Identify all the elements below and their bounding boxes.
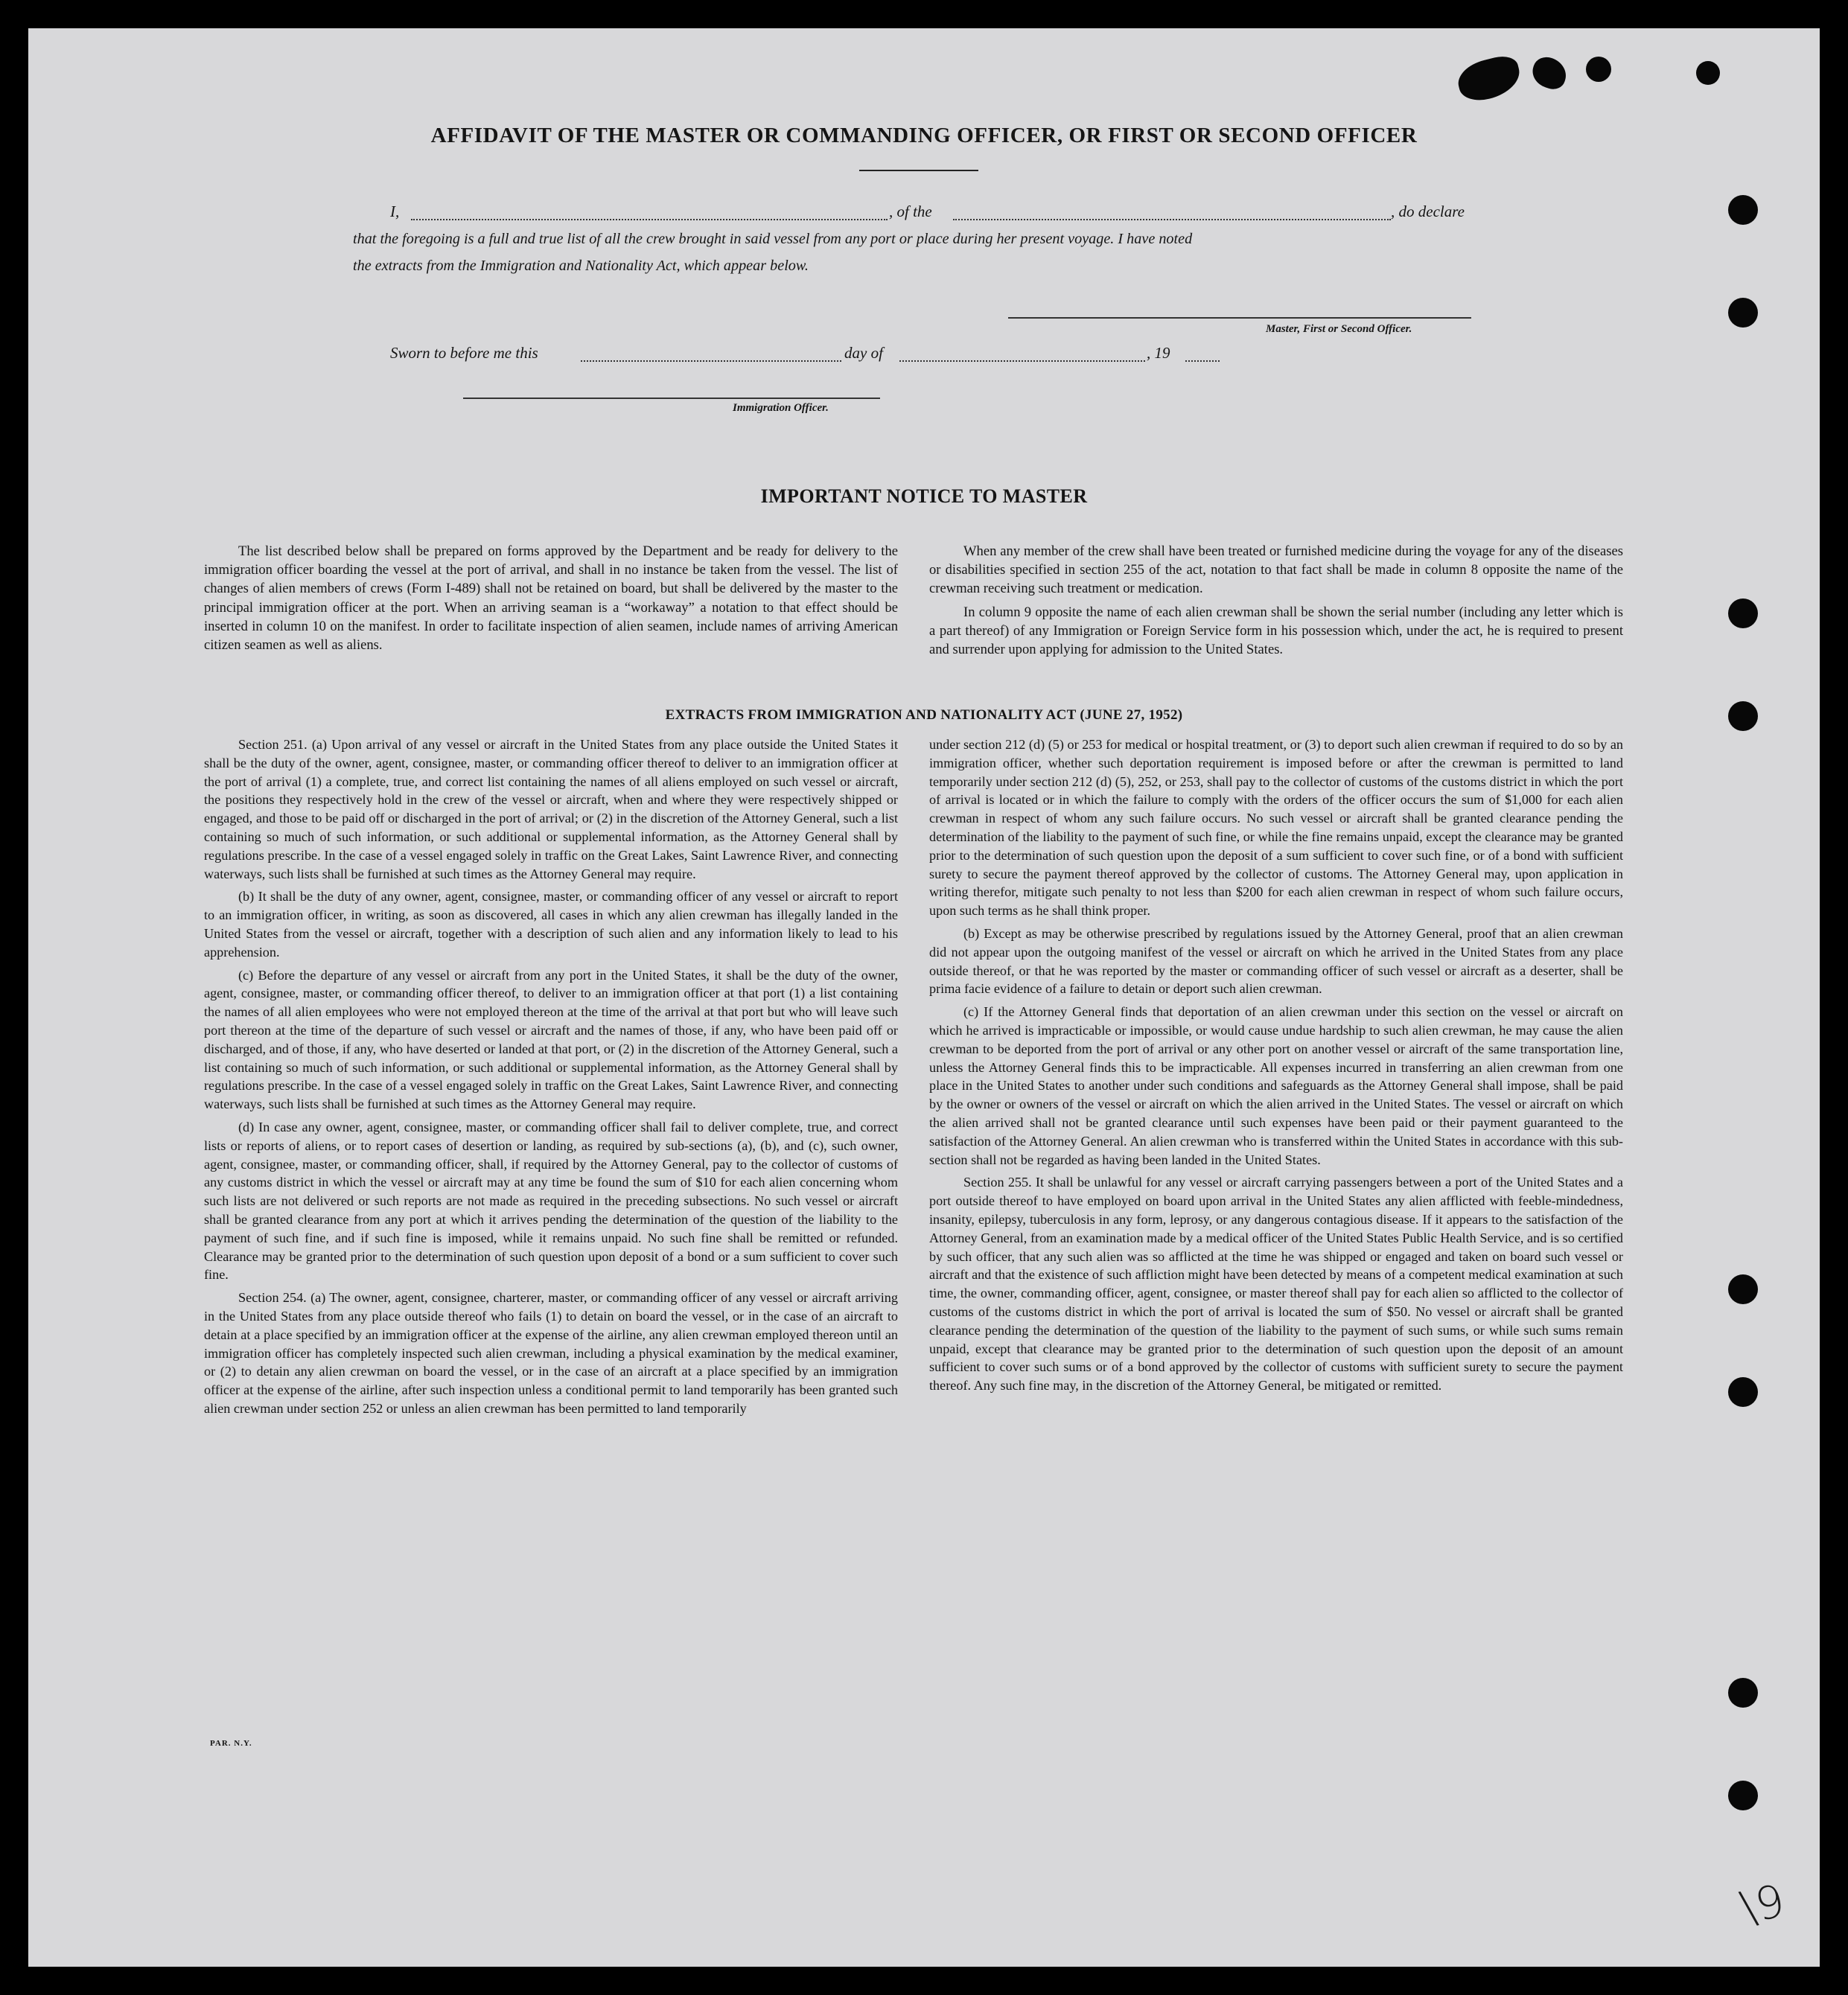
vessel-field-line[interactable] [953, 219, 1391, 220]
section-251-c: (c) Before the departure of any vessel or aircraft from any port in the United States, it shall be the duty of the owner, agent, consignee, master, or commanding officer thereof, to deliver to an immigration officer at that port (1) a list containing the names of all alien employees who were not employed thereon at the time of the arrival at that port but who will leave such port thereon at the time of the departure of such vessel or aircraft and the names of those, if any, who have been paid off or discharged, and of those, if any, who have deserted or landed at that port, or (2) in the discretion of the Attorney General, such a list containing so much of such information, or such additional or supplemental information, as the Attorney General shall by regulations prescribe. In the case of a vessel engaged solely in traffic on the Great Lakes, Saint Lawrence River, and connecting waterways, such lists shall be furnished at such times as the Attorney General may require. [204, 967, 898, 1112]
document-page [28, 28, 1820, 1967]
paper-damage-blot [1586, 57, 1611, 82]
punch-hole [1728, 1377, 1758, 1407]
extracts-heading: EXTRACTS FROM IMMIGRATION AND NATIONALITY ACT (JUNE 27, 1952) [665, 707, 1183, 723]
section-251-d: (d) In case any owner, agent, consignee, master, or commanding officer shall fail to deliver complete, true, and correct lists or reports of aliens, or to report cases of desertion or landing, as required by sub-sections (a), (b), and (c), such owner, agent, consignee, master, or commanding officer, shall, if required by the Attorney General, pay to the collector of customs of any customs district in which the vessel or aircraft may at any time be found the sum of $10 for each alien concerning whom such lists are not delivered or such reports are not made as required in the preceding subsections. No such vessel or aircraft shall be granted clearance from any port at which it arrives pending the determination of the question of the liability to the payment of such fine, and if such fine is imposed, while it remains unpaid. No such fine shall be remitted or refunded. Clearance may be granted prior to the determination of such question upon deposit of a bond or a sum sufficient to cover such fine. [204, 1119, 898, 1283]
master-signature-label: Master, First or Second Officer. [1266, 323, 1412, 335]
sworn-day-field-line[interactable] [581, 360, 841, 362]
paper-damage-blot [1696, 61, 1720, 85]
declaration-of-the-label: , of the [889, 202, 932, 220]
punch-hole [1728, 1274, 1758, 1304]
extracts-left-column [204, 735, 898, 1423]
punch-hole [1728, 1781, 1758, 1810]
declaration-do-declare-label: , do declare [1391, 202, 1465, 220]
notice-right-paragraph-2: In column 9 opposite the name of each alien crewman shall be shown the serial number (including any letter which is a part thereof) of any Immigration or Foreign Service form in his possession which, under the act, he is required to present and surrender upon applying for admission to the United States. [929, 604, 1623, 658]
name-field-line[interactable] [411, 219, 888, 220]
section-254-b: (b) Except as may be otherwise prescribed by regulations issued by the Attorney General, proof that an alien crewman did not appear upon the outgoing manifest of the vessel or aircraft on which he arrived in the United States from any place outside thereof, or that he was reported by the master or commanding officer of such vessel or aircraft as a deserter, shall be prima facie evidence of a failure to detain or deport such alien crewman. [929, 925, 1623, 997]
punch-hole [1728, 1678, 1758, 1708]
day-of-label: day of [844, 344, 883, 362]
declaration-i-label: I, [390, 202, 400, 220]
declaration-line-1: that the foregoing is a full and true list of all the crew brought in said vessel from any port or place during her present voyage. I have noted [353, 231, 1193, 247]
title-underline [859, 170, 978, 171]
handwritten-page-mark: \9 [1736, 1874, 1790, 1935]
officer-signature-line[interactable] [463, 398, 880, 399]
section-254-c: (c) If the Attorney General finds that deportation of an alien crewman under this section on the vessel or aircraft on which he arrived is impracticable or impossible, or would cause undue hardship to such alien crewman, he may cause the alien crewman to be deported from the port of arrival or any other port on another vessel or aircraft of the same transportation line, unless the Attorney General finds this to be impracticable. All expenses incurred in transferring an alien crewman from one place in the United States to another under such conditions and safeguards as the Attorney General shall impose, shall be paid by the owner or owners of the vessel or aircraft on which the alien arrived in the United States. The vessel or aircraft on which the alien arrived shall not be granted clearance until such expenses have been paid or their payment guaranteed to the satisfaction of the Attorney General. An alien crewman who is transferred within the United States in accordance with this sub-section shall not be regarded as having been landed in the United States. [929, 1004, 1623, 1167]
section-251-a: Section 251. (a) Upon arrival of any vessel or aircraft in the United States from any place outside the United States it shall be the duty of the owner, agent, consignee, master, or commanding officer thereof to deliver to an immigration officer at the port of arrival (1) a complete, true, and correct list containing the names of all aliens employed on such vessel or aircraft, the positions they respectively hold in the crew of the vessel or aircraft, when and where they were respectively shipped or engaged, and those to be paid off or discharged in the port of arrival; or (2) in the discretion of the Attorney General, such a list containing so much of such information, or such additional or supplemental information, as the Attorney General shall by regulations prescribe. In the case of a vessel engaged solely in traffic on the Great Lakes, Saint Lawrence River, and connecting waterways, such lists shall be furnished at such times as the Attorney General may require. [204, 737, 898, 881]
sworn-year-field-line[interactable] [1185, 360, 1220, 362]
paper-damage-blot [1529, 54, 1570, 92]
sworn-month-field-line[interactable] [899, 360, 1145, 362]
section-251-b: (b) It shall be the duty of any owner, agent, consignee, master, or commanding officer of any vessel or aircraft to report to an immigration officer, in writing, as soon as discovered, all cases in which any alien crewman has illegally landed in the United States from the vessel or aircraft, together with a description of such alien and any information likely to lead to his apprehension. [204, 889, 898, 960]
notice-left-paragraph: The list described below shall be prepared on forms approved by the Department and be ready for delivery to the immigration officer boarding the vessel at the port of arrival, and shall in no instance be taken from the vessel. The list of changes of alien members of crews (Form I-489) shall not be retained on board, but shall be delivered by the master to the principal immigration officer at the port. When an arriving seaman is a “workaway” a notation to that effect should be inserted in column 10 on the manifest. In order to facilitate inspection of alien seamen, include names of arriving American citizen seamen as well as aliens. [204, 543, 898, 654]
notice-heading: IMPORTANT NOTICE TO MASTER [760, 485, 1088, 507]
section-254-a: Section 254. (a) The owner, agent, consignee, charterer, master, or commanding officer of any vessel or aircraft arriving in the United States from any place outside thereof who fails (1) to detain on board the vessel, or in the case of an aircraft to detain at a place specified by an immigration officer at the expense of the airline, any alien crewman employed thereon until an immigration officer has completely inspected such alien crewman, including a physical examination by the medical examiner, or (2) to detain any alien crewman on board the vessel, or in the case of an aircraft at a place specified by an immigration officer at the expense of the airline, after such inspection unless a conditional permit to land temporarily has been granted such alien crewman under section 252 or unless an alien crewman has been permitted to land temporarily [204, 1290, 898, 1416]
master-signature-line[interactable] [1008, 317, 1471, 319]
printer-mark: PAR. N.Y. [210, 1739, 252, 1748]
affidavit-title: AFFIDAVIT OF THE MASTER OR COMMANDING OFFICER, OR FIRST OR SECOND OFFICER [430, 124, 1418, 147]
declaration-line-2: the extracts from the Immigration and Nationality Act, which appear below. [353, 258, 809, 274]
section-255: Section 255. It shall be unlawful for any vessel or aircraft carrying passengers between a port of the United States and a port outside thereof to have employed on board upon arrival in the United States any alien afflicted with feeble-mindedness, insanity, epilepsy, tuberculosis in any form, leprosy, or any dangerous contagious disease. If it appears to the satisfaction of the Attorney General, from an examination made by a medical officer of the United States Public Health Service, and is so certified by such officer, that any such alien was so afflicted at the time he was shipped or engaged and taken on board such vessel or aircraft and that the existence of such affliction might have been detected by means of a competent medical examination at such time, the owner, commanding officer, agent, consignee, or master thereof shall pay for each alien so afflicted to the collector of customs of the customs district in which the port of arrival is located the sum of $50. No vessel or aircraft shall be granted clearance pending the determination of the question of the liability to the payment of such sums, or while such sums remain unpaid, except that clearance may be granted prior to the determination of such question upon the deposit of an amount sufficient to cover such sums or of a bond approved by the collector of customs with sufficient surety to secure the payment thereof. Any such fine may, in the discretion of the Attorney General, be mitigated or remitted. [929, 1175, 1623, 1394]
year-label: , 19 [1147, 344, 1170, 362]
punch-hole [1728, 598, 1758, 628]
sworn-label: Sworn to before me this [390, 344, 538, 362]
extracts-right-column [929, 735, 1623, 1399]
punch-hole [1728, 195, 1758, 225]
section-254-a-continued: under section 212 (d) (5) or 253 for medical or hospital treatment, or (3) to deport such alien crewman if required to do so by an immigration officer, whether such deportation requirement is imposed before or after the crewman is permitted to land temporarily under section 212 (d) (5), 252, or 253, shall pay to the collector of customs of the customs district in which the port of arrival is located or in which the failure to comply with the orders of the officer occurs the sum of $1,000 for each alien crewman in respect of whom any such failure occurs. No such vessel or aircraft shall be granted clearance pending the determination of the liability to the payment of such fine, or while the fine remains unpaid, except the clearance may be granted prior to the determination of such question upon the deposit of a sum sufficient to cover such fine, or of a bond with sufficient surety to secure the payment thereof approved by the collector of customs. The Attorney General may, upon application in writing therefor, mitigate such penalty to not less than $200 for each alien crewman in respect of whom such failure occurs, upon such terms as he shall think proper. [929, 737, 1623, 919]
notice-right-column [929, 542, 1623, 663]
notice-right-paragraph-1: When any member of the crew shall have been treated or furnished medicine during the voyage for any of the diseases or disabilities specified in section 255 of the act, notation to that fact shall be made in column 8 opposite the name of the crewman receiving such treatment or medication. [929, 543, 1623, 597]
notice-left-column [204, 542, 898, 659]
punch-hole [1728, 298, 1758, 328]
officer-signature-label: Immigration Officer. [733, 402, 829, 414]
paper-damage-blot [1454, 53, 1524, 106]
